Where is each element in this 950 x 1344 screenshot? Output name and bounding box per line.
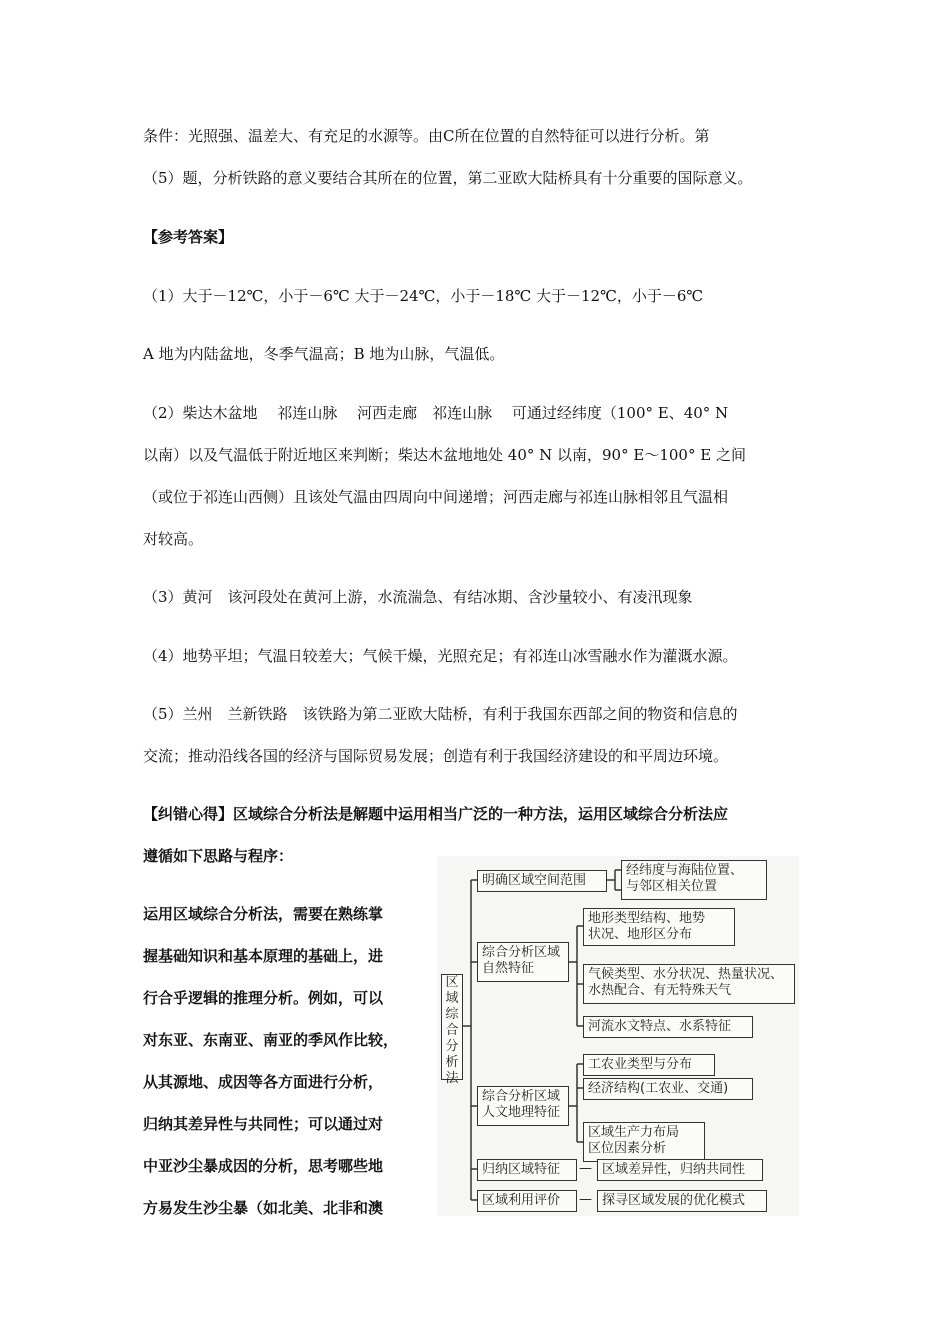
answer-2-line: （或位于祁连山西侧）且该处气温由四周向中间递增；河西走廊与祁连山脉相邻且气温相: [143, 488, 729, 506]
diagram-dash: —: [579, 1161, 592, 1176]
diagram-root-box: 区 域 综 合 分 析 法: [441, 974, 463, 1080]
diagram-dash: —: [579, 1192, 592, 1207]
side-text-line: 归纳其差异性与共同性；可以通过对: [143, 1115, 384, 1133]
answer-2-line: 对较高。: [143, 530, 204, 548]
diagram-node-summarize: 归纳区域特征: [477, 1159, 577, 1181]
answer-4: （4）地势平坦；气温日较差大；气候干燥，光照充足；有祁连山冰雪融水作为灌溉水源。: [143, 647, 738, 665]
answer-3: （3）黄河 该河段处在黄河上游，水流湍急、有结冰期、含沙量较小、有凌汛现象: [143, 588, 693, 606]
diagram-detail-productivity: 区域生产力布局 区位因素分析: [583, 1122, 705, 1162]
side-text-line: 行合乎逻辑的推理分析。例如，可以: [143, 989, 384, 1007]
side-text-line: 中亚沙尘暴成因的分析，思考哪些地: [143, 1157, 384, 1175]
diagram-detail-terrain: 地形类型结构、地势 状况、地形区分布: [583, 908, 735, 946]
side-text-line: 运用区域综合分析法，需要在熟练掌: [143, 905, 384, 923]
diagram-detail-climate: 气候类型、水分状况、热量状况、 水热配合、有无特殊天气: [583, 964, 795, 1004]
diagram-detail-rivers: 河流水文特点、水系特征: [583, 1016, 753, 1038]
diagram-node-human: 综合分析区域 人文地理特征: [477, 1086, 569, 1126]
diagram-node-spatial-scope: 明确区域空间范围: [477, 870, 607, 892]
diagram-node-evaluation: 区域利用评价: [477, 1190, 577, 1212]
answer-2-line: 以南）以及气温低于附近地区来判断；柴达木盆地地处 40° N 以南，90° E～100° E 之间: [143, 446, 746, 464]
region-analysis-diagram: [437, 856, 799, 1216]
answer-5-line: （5）兰州 兰新铁路 该铁路为第二亚欧大陆桥，有利于我国东西部之间的物资和信息的: [143, 705, 738, 723]
side-text-line: 方易发生沙尘暴（如北美、北非和澳: [143, 1199, 384, 1217]
answer-1: （1）大于－12℃，小于－6℃ 大于－24℃，小于－18℃ 大于－12℃，小于－6℃: [143, 287, 704, 305]
side-text-line: 从其源地、成因等各方面进行分析，: [143, 1073, 384, 1091]
side-text-line: 握基础知识和基本原理的基础上，进: [143, 947, 384, 965]
diagram-detail-difference: 区域差异性，归纳共同性: [597, 1159, 763, 1181]
answer-1-explain: A 地为内陆盆地，冬季气温高；B 地为山脉，气温低。: [143, 345, 505, 363]
answer-heading: 【参考答案】: [143, 228, 234, 246]
paragraph-line: （5）题，分析铁路的意义要结合其所在的位置，第二亚欧大陆桥具有十分重要的国际意义。: [143, 169, 753, 187]
tip-heading: 遵循如下思路与程序：: [143, 847, 294, 865]
side-text-line: 对东亚、东南亚、南亚的季风作比较，: [143, 1031, 399, 1049]
diagram-detail-industry: 工农业类型与分布: [583, 1054, 715, 1076]
paragraph-line: 条件：光照强、温差大、有充足的水源等。由C所在位置的自然特征可以进行分析。第: [143, 127, 710, 145]
diagram-node-natural: 综合分析区域 自然特征: [477, 942, 569, 982]
tip-heading: 【纠错心得】区域综合分析法是解题中运用相当广泛的一种方法，运用区域综合分析法应: [143, 805, 729, 823]
diagram-detail-location: 经纬度与海陆位置、 与邻区相关位置: [621, 860, 767, 900]
answer-2-line: （2）柴达木盆地 祁连山脉 河西走廊 祁连山脉 可通过经纬度（100° E、40° N: [143, 404, 729, 422]
diagram-detail-economy: 经济结构(工农业、交通): [583, 1078, 753, 1100]
answer-5-line: 交流；推动沿线各国的经济与国际贸易发展；创造有利于我国经济建设的和平周边环境。: [143, 747, 729, 765]
diagram-detail-optimization: 探寻区域发展的优化模式: [597, 1190, 767, 1212]
